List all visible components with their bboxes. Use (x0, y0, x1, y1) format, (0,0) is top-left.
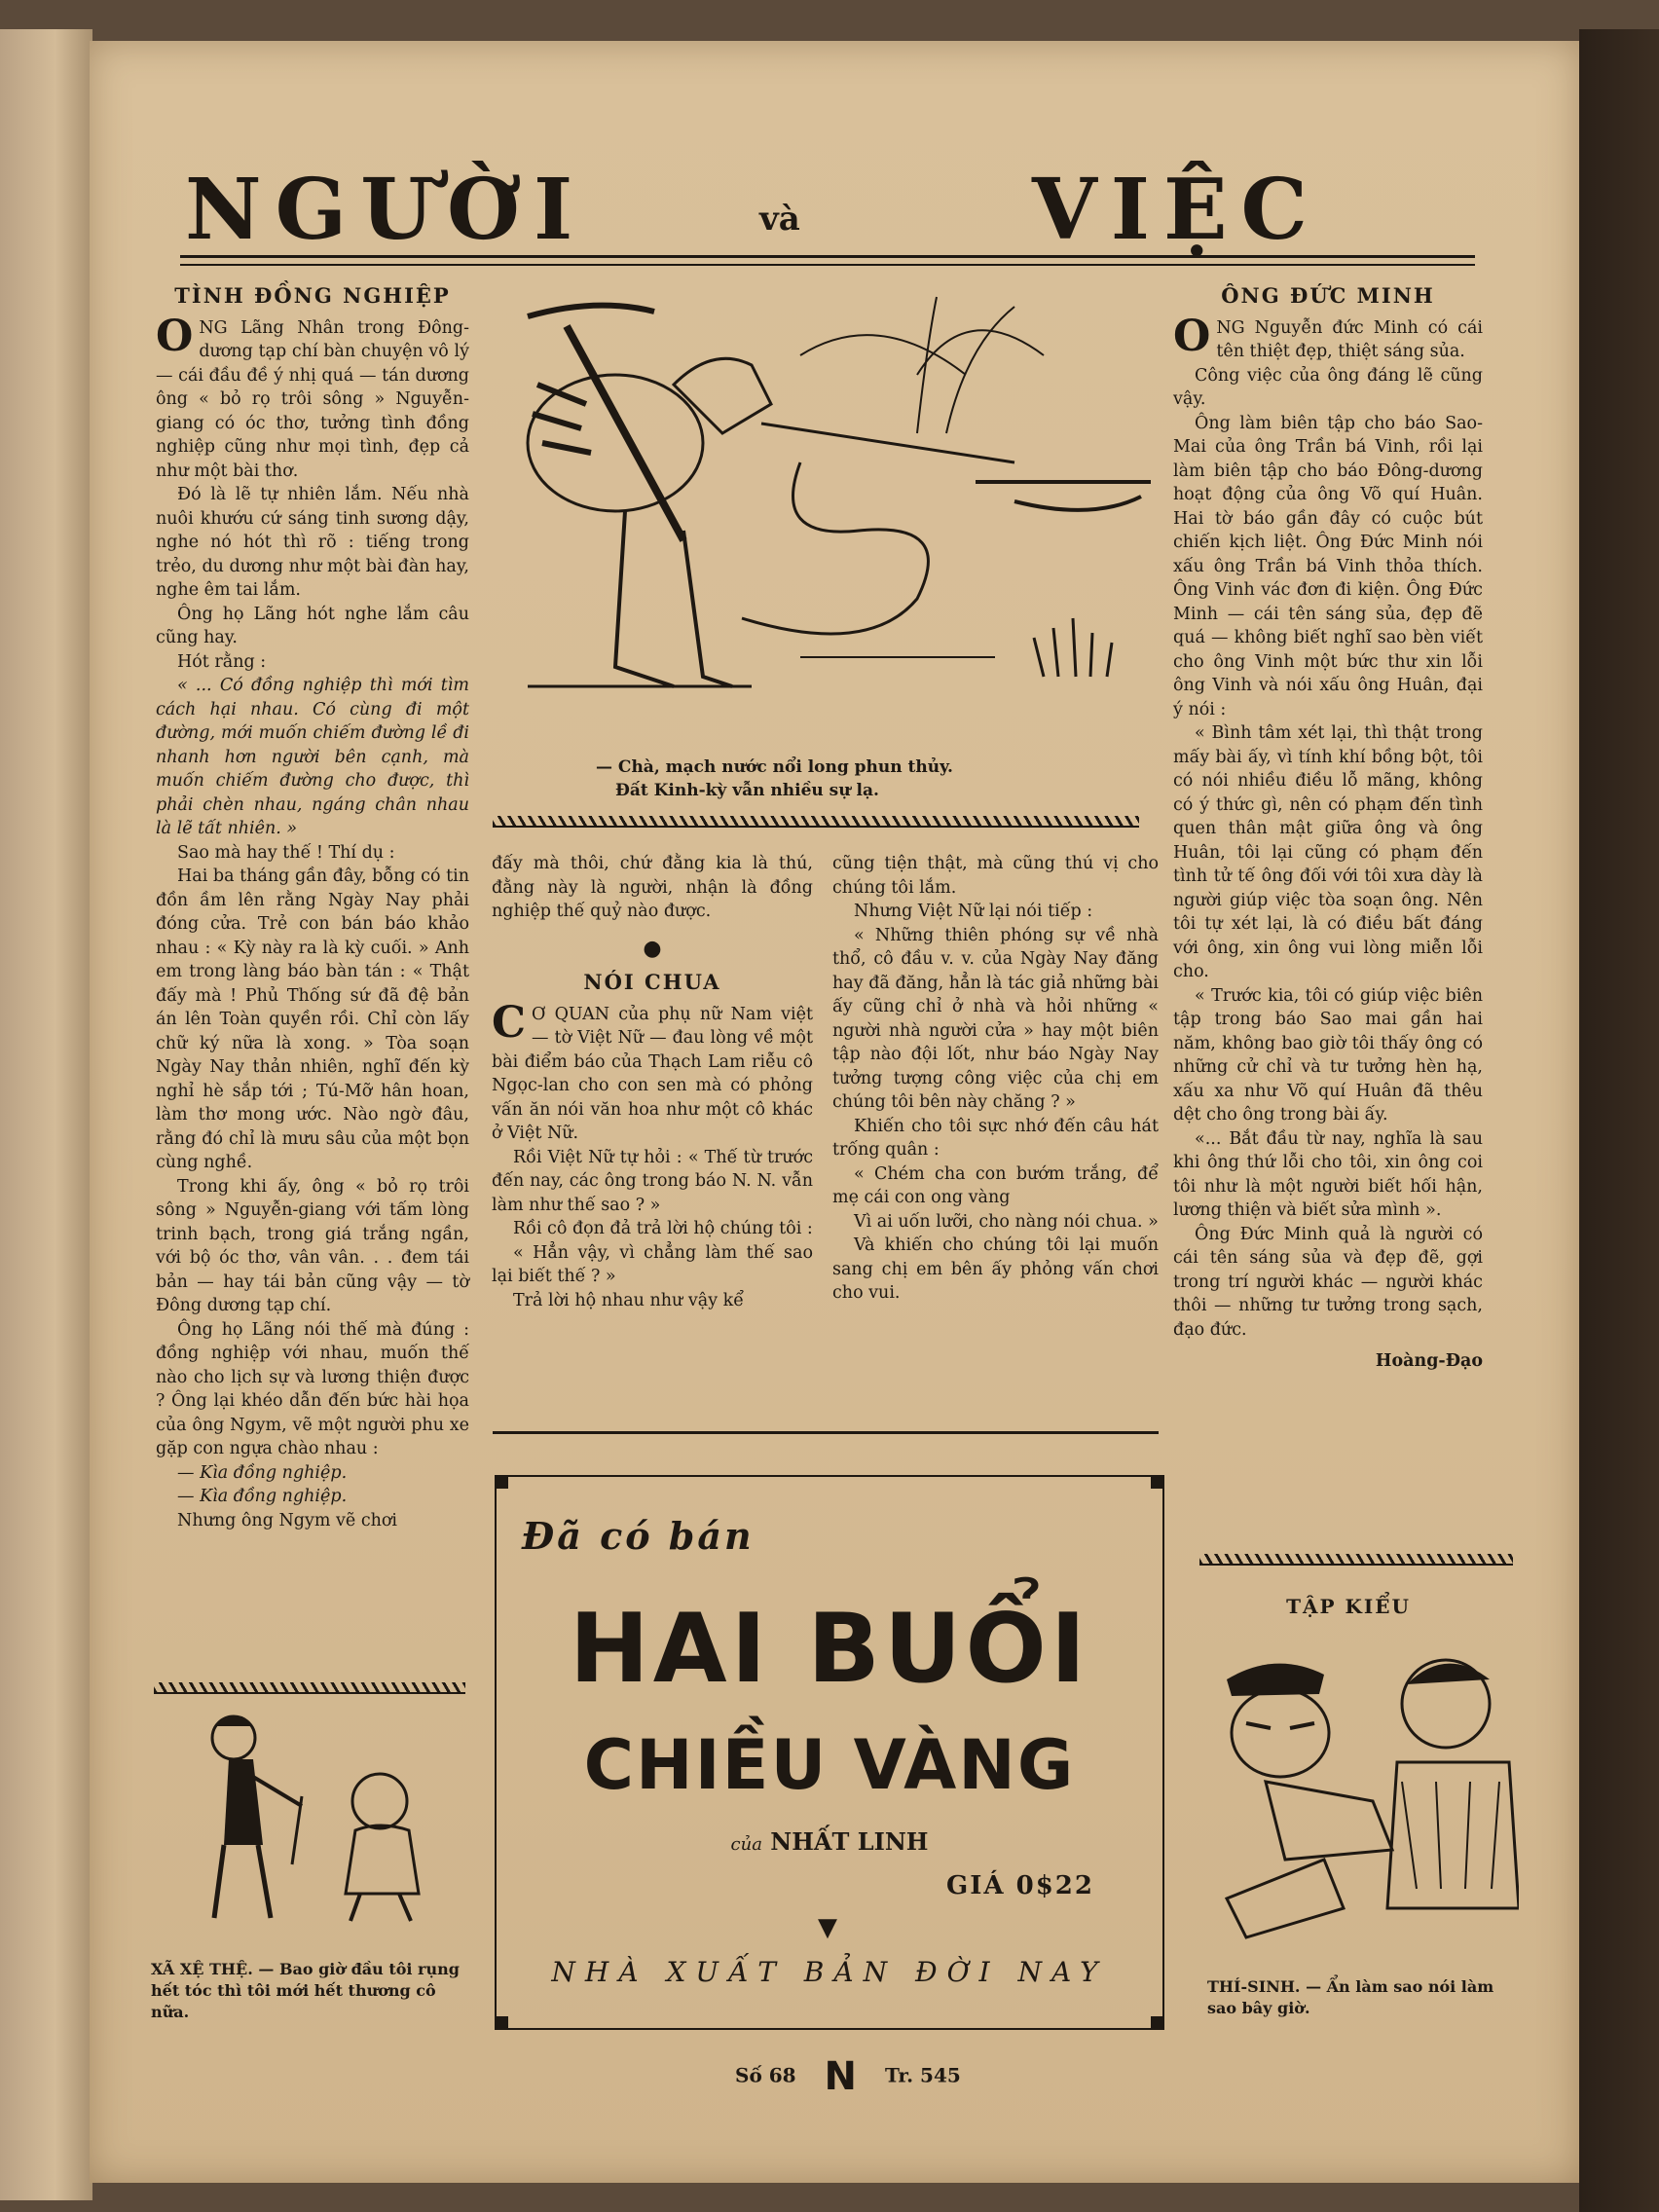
verse: « Chém cha con bướm trắng, để mẹ cái con ong vàng (832, 1163, 1159, 1207)
double-rule (493, 1431, 1159, 1439)
heading-ong-duc-minh: ÔNG ĐỨC MINH (1221, 283, 1435, 308)
ad-corner (495, 1475, 508, 1489)
paragraph: Ông Đức Minh quả là người có cái tên sáng sủa và đẹp đẽ, gợi trong trí người khác — người khác thôi — những tư tưởng trong sạch, đạo đức. (1173, 1224, 1483, 1340)
title-underline (180, 255, 1475, 266)
wavy-divider (493, 816, 1139, 828)
ad-book-title-line2: CHIỀU VÀNG (583, 1725, 1076, 1805)
author-signature: Hoàng-Đạo (1375, 1351, 1483, 1371)
article-tinh-dong-nghiep (156, 284, 469, 1532)
paragraph: NG Nguyễn đức Minh có cái tên thiệt đẹp, thiệt sáng sủa. (1216, 317, 1483, 361)
heading-tap-kieu: TẬP KIỂU (1286, 1595, 1411, 1618)
paragraph: Công việc của ông đáng lẽ cũng vậy. (1173, 365, 1483, 409)
paragraph: cũng tiện thật, mà cũng thú vị cho chúng tôi lắm. (832, 854, 1159, 898)
paragraph: Khiến cho tôi sực nhớ đến câu hát trống quân : (832, 1116, 1159, 1160)
left-page-edge (0, 29, 92, 2200)
page-footer (735, 2054, 961, 2099)
article-noi-chua (492, 852, 813, 1312)
ad-publisher: NHÀ XUẤT BẢN ĐỜI NAY (551, 1956, 1108, 1988)
drop-cap: C (492, 997, 527, 1048)
paragraph: Đó là lẽ tự nhiên lắm. Nếu nhà nuôi khướu cứ sáng tinh sương dậy, nghe nó hót thì rõ : tiếng trong trẻo, du dương như một bài đàn hay, nghe êm tai lắm. (156, 485, 469, 600)
page-number: Tr. 545 (885, 2063, 961, 2087)
cartoon-couple-illustration (156, 1699, 467, 1937)
ad-corner (1151, 1475, 1164, 1489)
book-advertisement (495, 1475, 1164, 2030)
quote: « ... Có đồng nghiệp thì mới tìm cách hại nhau. Có cùng đi một đường, mới muốn chiếm đường lề đi nhanh hơn người bên cạnh, mà muốn chiếm đường cho được, thì phải chèn nhau, ngáng chân nhau là lẽ tất nhiên. » (156, 676, 469, 838)
paragraph: Trong khi ấy, ông « bỏ rọ trôi sông » Nguyễn-giang với tấm lòng trinh bạch, trong giá trắng ngần, với bộ óc thơ, vân vân. . . đem tái bản — hay tái bản cũng vậy — tờ Đông dương tạp chí. (156, 1176, 469, 1315)
ad-price: GIÁ 0$22 (946, 1871, 1094, 1900)
heading-tinh-dong-nghiep: TÌNH ĐỒNG NGHIỆP (174, 283, 451, 308)
paragraph: Ông họ Lãng hót nghe lắm câu cũng hay. (156, 604, 469, 647)
paragraph: Hai ba tháng gần đây, bỗng có tin đồn ầm lên rằng Ngày Nay phải đóng cửa. Trẻ con bán báo khảo nhau : « Kỳ này ra là kỳ cuối. » Anh em trong làng báo bàn tán : « Thật đấy mà ! Phủ Thống sứ đã đệ bản án lên Toàn quyền rồi. Chỉ còn lấy chữ ký nữa là xong. » Tòa soạn Ngày Nay thản nhiên, nghĩ đến kỳ nghỉ hè sắp tới ; Tú-Mỡ hân hoan, làm thơ mong ước. Nào ngờ đâu, rằng đó chỉ là mưu sâu của một bọn cùng nghề. (156, 866, 469, 1172)
dialogue: — Kìa đồng nghiệp. (177, 1487, 348, 1506)
ad-arrow-icon: ▼ (818, 1913, 837, 1942)
title-word-viec: VIỆC (1032, 161, 1321, 259)
exam-cartoon-illustration (1207, 1636, 1519, 1947)
paragraph: Ông làm biên tập cho báo Sao-Mai của ông Trần bá Vinh, rồi lại làm biên tập cho báo Đông-dương hoạt động của ông Võ quí Huân. Hai tờ báo gần đây có cuộc bút chiến kịch liệt. Ông Đức Minh nói xấu ông Trần bá Vinh thỏa thích. Ông Vinh vác đơn đi kiện. Ông Đức Minh — cái tên sáng sủa, đẹp đẽ quá — không biết nghĩ sao bèn viết cho ông Vinh một bức thư xin lỗi ông Vinh và nói xấu ông Huân, đại ý nói : (1173, 413, 1483, 719)
quote: « Những thiên phóng sự về nhà thổ, cô đầu v. v. của Ngày Nay đăng hay đã đăng, hẳn là tác giả những bài ấy cũng chỉ ở nhà và hỏi những « người nhà người cửa » hay một biên tập nào đội lốt, như báo Ngày Nay tưởng tượng công việc của chị em chúng tôi bên này chăng ? » (832, 925, 1159, 1112)
wavy-divider (1199, 1554, 1513, 1566)
quote: « Trước kia, tôi có giúp việc biên tập trong báo Sao mai gần hai năm, không bao giờ tôi thấy ông có những cử chỉ và tư tưởng hèn hạ, xấu xa như Võ quí Huân đã thêu dệt cho ông trong bài ấy. (1173, 985, 1483, 1124)
article-noi-chua-continued (832, 852, 1159, 1306)
paragraph: Sao mà hay thế ! Thí dụ : (177, 842, 395, 863)
drop-cap: O (156, 311, 194, 361)
paragraph: Nhưng Việt Nữ lại nói tiếp : (854, 902, 1093, 921)
dialogue: — Kìa đồng nghiệp. (177, 1462, 348, 1483)
ad-corner (1151, 2016, 1164, 2030)
paragraph: Ơ QUAN của phụ nữ Nam việt — tờ Việt Nữ — đau lòng về một bài điểm báo của Thạch Lam riễu cô Ngọc-lan cho con sen mà có phỏng vấn ăn nói văn hoa như một cô khác ở Việt Nữ. (492, 1004, 813, 1143)
heading-noi-chua: NÓI CHUA (583, 970, 721, 994)
quote: « Hẳn vậy, vì chẳng làm thế sao lại biết thế ? » (492, 1242, 813, 1286)
paragraph: Nhưng ông Ngym vẽ chơi (177, 1510, 398, 1530)
bullet-separator: ● (643, 936, 662, 961)
paragraph: Rồi Việt Nữ tự hỏi : « Thế từ trước đến nay, các ông trong báo N. N. vẫn làm như thế sao ? » (492, 1147, 813, 1215)
ad-book-title-line1: HAI BUỔI (569, 1594, 1090, 1705)
title-connector: và (759, 200, 800, 239)
ad-author: của NHẤT LINH (730, 1827, 929, 1856)
paragraph: Trả lời hộ nhau như vậy kể (513, 1290, 745, 1310)
ad-corner (495, 2016, 508, 2030)
page-title (185, 161, 1470, 259)
cartoon-left-caption: XÃ XỆ THỆ. — Bao giờ đầu tôi rụng hết tóc thì tôi mới hết thương cô nữa. (151, 1960, 460, 2021)
verse: Vì ai uốn lưỡi, cho nàng nói chua. » (854, 1211, 1159, 1232)
paragraph: Rồi cô đọn đả trả lời hộ chúng tôi : (513, 1219, 813, 1238)
wavy-divider (154, 1682, 465, 1694)
paragraph: Ông họ Lãng nói thế mà đúng : đồng nghiệp với nhau, muốn thế nào cho lịch sự và lương thiện được ? Ông lại khéo dẫn đến bức hài họa của ông Ngym, vẽ một người phu xe gặp con ngựa chào nhau : (156, 1319, 469, 1458)
caption-line-1: — Chà, mạch nước nổi long phun thủy. (596, 757, 953, 777)
quote: « Bình tâm xét lại, thì thật trong mấy bài ấy, vì tính khí bồng bột, tôi có nói nhiều điều lỗ mãng, không có ý thức gì, nên có phạm đến tình quen thân mật giữa ông và ông Huân, tôi lại cũng có phạm đến tình tử tế ông đối với tôi xưa dày là người giúp việc tòa soạn ông. Nên tôi tự xét lại, là có điều bất đáng với ông, xin ông vui lòng miễn lỗi cho. (1173, 723, 1483, 981)
ngay-nay-logo-icon: N (824, 2054, 858, 2099)
issue-number: Số 68 (735, 2063, 796, 2087)
tap-kieu-caption: THÍ-SINH. — Ẩn làm sao nói làm sao bây giờ. (1207, 1977, 1494, 2017)
paragraph: NG Lãng Nhân trong Đông-dương tạp chí bàn chuyện vô lý — cái đầu đề ý nhị quá — tán dương ông « bỏ rọ trôi sông » Nguyễn-giang có óc thơ, tưởng tình đồng nghiệp cũng như mọi tình, đẹp cả như một bài thơ. (156, 317, 469, 481)
fisherman-illustration (508, 287, 1151, 730)
paragraph: đấy mà thôi, chứ đằng kia là thú, đằng này là người, nhận là đồng nghiệp thế quỷ nào được. (492, 854, 813, 921)
drop-cap: O (1173, 311, 1211, 361)
ad-now-available: Đã có bán (522, 1514, 755, 1558)
illustration-caption (596, 756, 1034, 802)
title-word-nguoi: NGƯỜI (185, 161, 587, 259)
caption-line-2: Đất Kinh-kỳ vẫn nhiều sự lạ. (615, 781, 879, 800)
quote: «... Bắt đầu từ nay, nghĩa là sau khi ông thứ lỗi cho tôi, xin ông coi tôi như là một người biết hối hận, lương thiện và biết sửa mình ». (1173, 1128, 1483, 1220)
paragraph: Và khiến cho chúng tôi lại muốn sang chị em bên ấy phỏng vấn chơi cho vui. (832, 1235, 1159, 1303)
book-spine (1579, 29, 1659, 2212)
paragraph: Hót rằng : (177, 651, 267, 672)
article-ong-duc-minh (1173, 284, 1483, 1374)
